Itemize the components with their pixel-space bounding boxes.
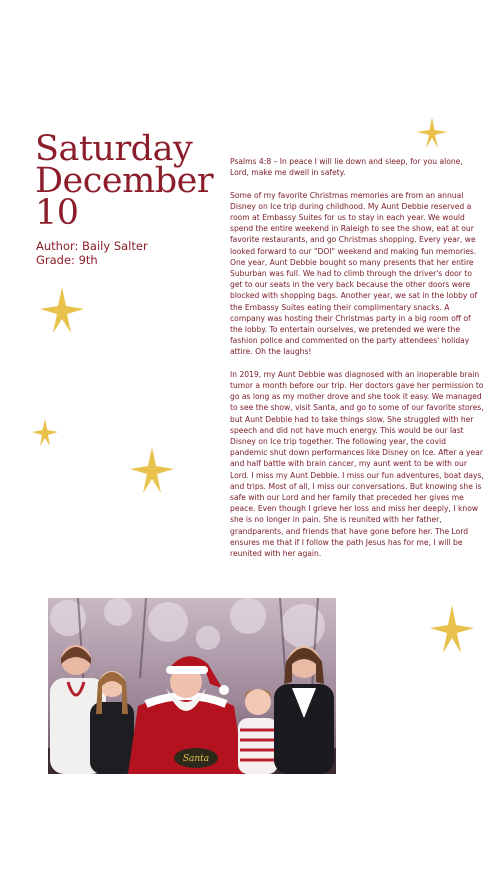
star-icon [30,418,60,448]
title-month: December [35,161,214,201]
scripture-paragraph: Psalms 4:8 – In peace I will lie down and sleep, for you alone, Lord, make me dwell in safety. [230,157,463,178]
grade-label: Grade: 9th [36,253,98,267]
author-label: Author: Baily Salter [36,239,148,253]
title-day: Saturday [35,129,193,169]
byline [36,239,148,267]
story-paragraph: Some of my favorite Christmas memories are from an annual Disney on Ice trip during childhood. My Aunt Debbie reserved a room at Embassy Suites for us to stay in each year. We would spend the entire weekend in Raleigh to see the show, eat at our favorite restaurants, and go Christmas shopping. Every year, we looked forward to our "DOI" weekend and making fun memories. One year, Aunt Debbie bought so many presents that her entire Suburban was full. We had to climb through the driver's door to get to our seats in the very back because the other doors were blocked with shopping bags. Another year, we sat in the lobby of the Embassy Suites eating their complimentary snacks. A company was hosting their Christmas party in a big room off of the lobby. To entertain ourselves, we pretended we were the fashion police and commented on the party attendees' holiday attire. Oh the laughs! [230,190,478,357]
family-santa-photo [48,598,336,774]
star-icon [38,286,86,336]
story-text [230,156,484,570]
star-icon [428,604,476,656]
star-icon [128,446,176,496]
santa-sign-text: Santa [182,754,210,764]
star-icon [416,116,448,150]
title-date: 10 [35,193,79,233]
story-paragraph: In 2019, my Aunt Debbie was diagnosed with an inoperable brain tumor a month before our trip. Her doctors gave her permission to go as long as my mother drove and she took it easy. We managed to see the show, visit Santa, and go to some of our favorite stores, but Aunt Debbie had to take things slow. She struggled with her speech and did not have much energy. This would be our last Disney on Ice trip together. The following year, the covid pandemic shut down performances like Disney on Ice. After a year and half battle with brain cancer, my aunt went to be with our Lord. I miss my Aunt Debbie. I miss our fun adventures, boat days, and trips. Most of all, I miss our conversations. But knowing she is safe with our Lord and her family that preceded her gives me peace. Even though I grieve her loss and miss her deeply, I know she is no longer in pain. She is reunited with her father, grandparents, and friends that have gone before her. The Lord ensures me that if I follow the path Jesus has for me, I will be reunited with her again. [230,369,484,559]
page-title [35,129,214,233]
